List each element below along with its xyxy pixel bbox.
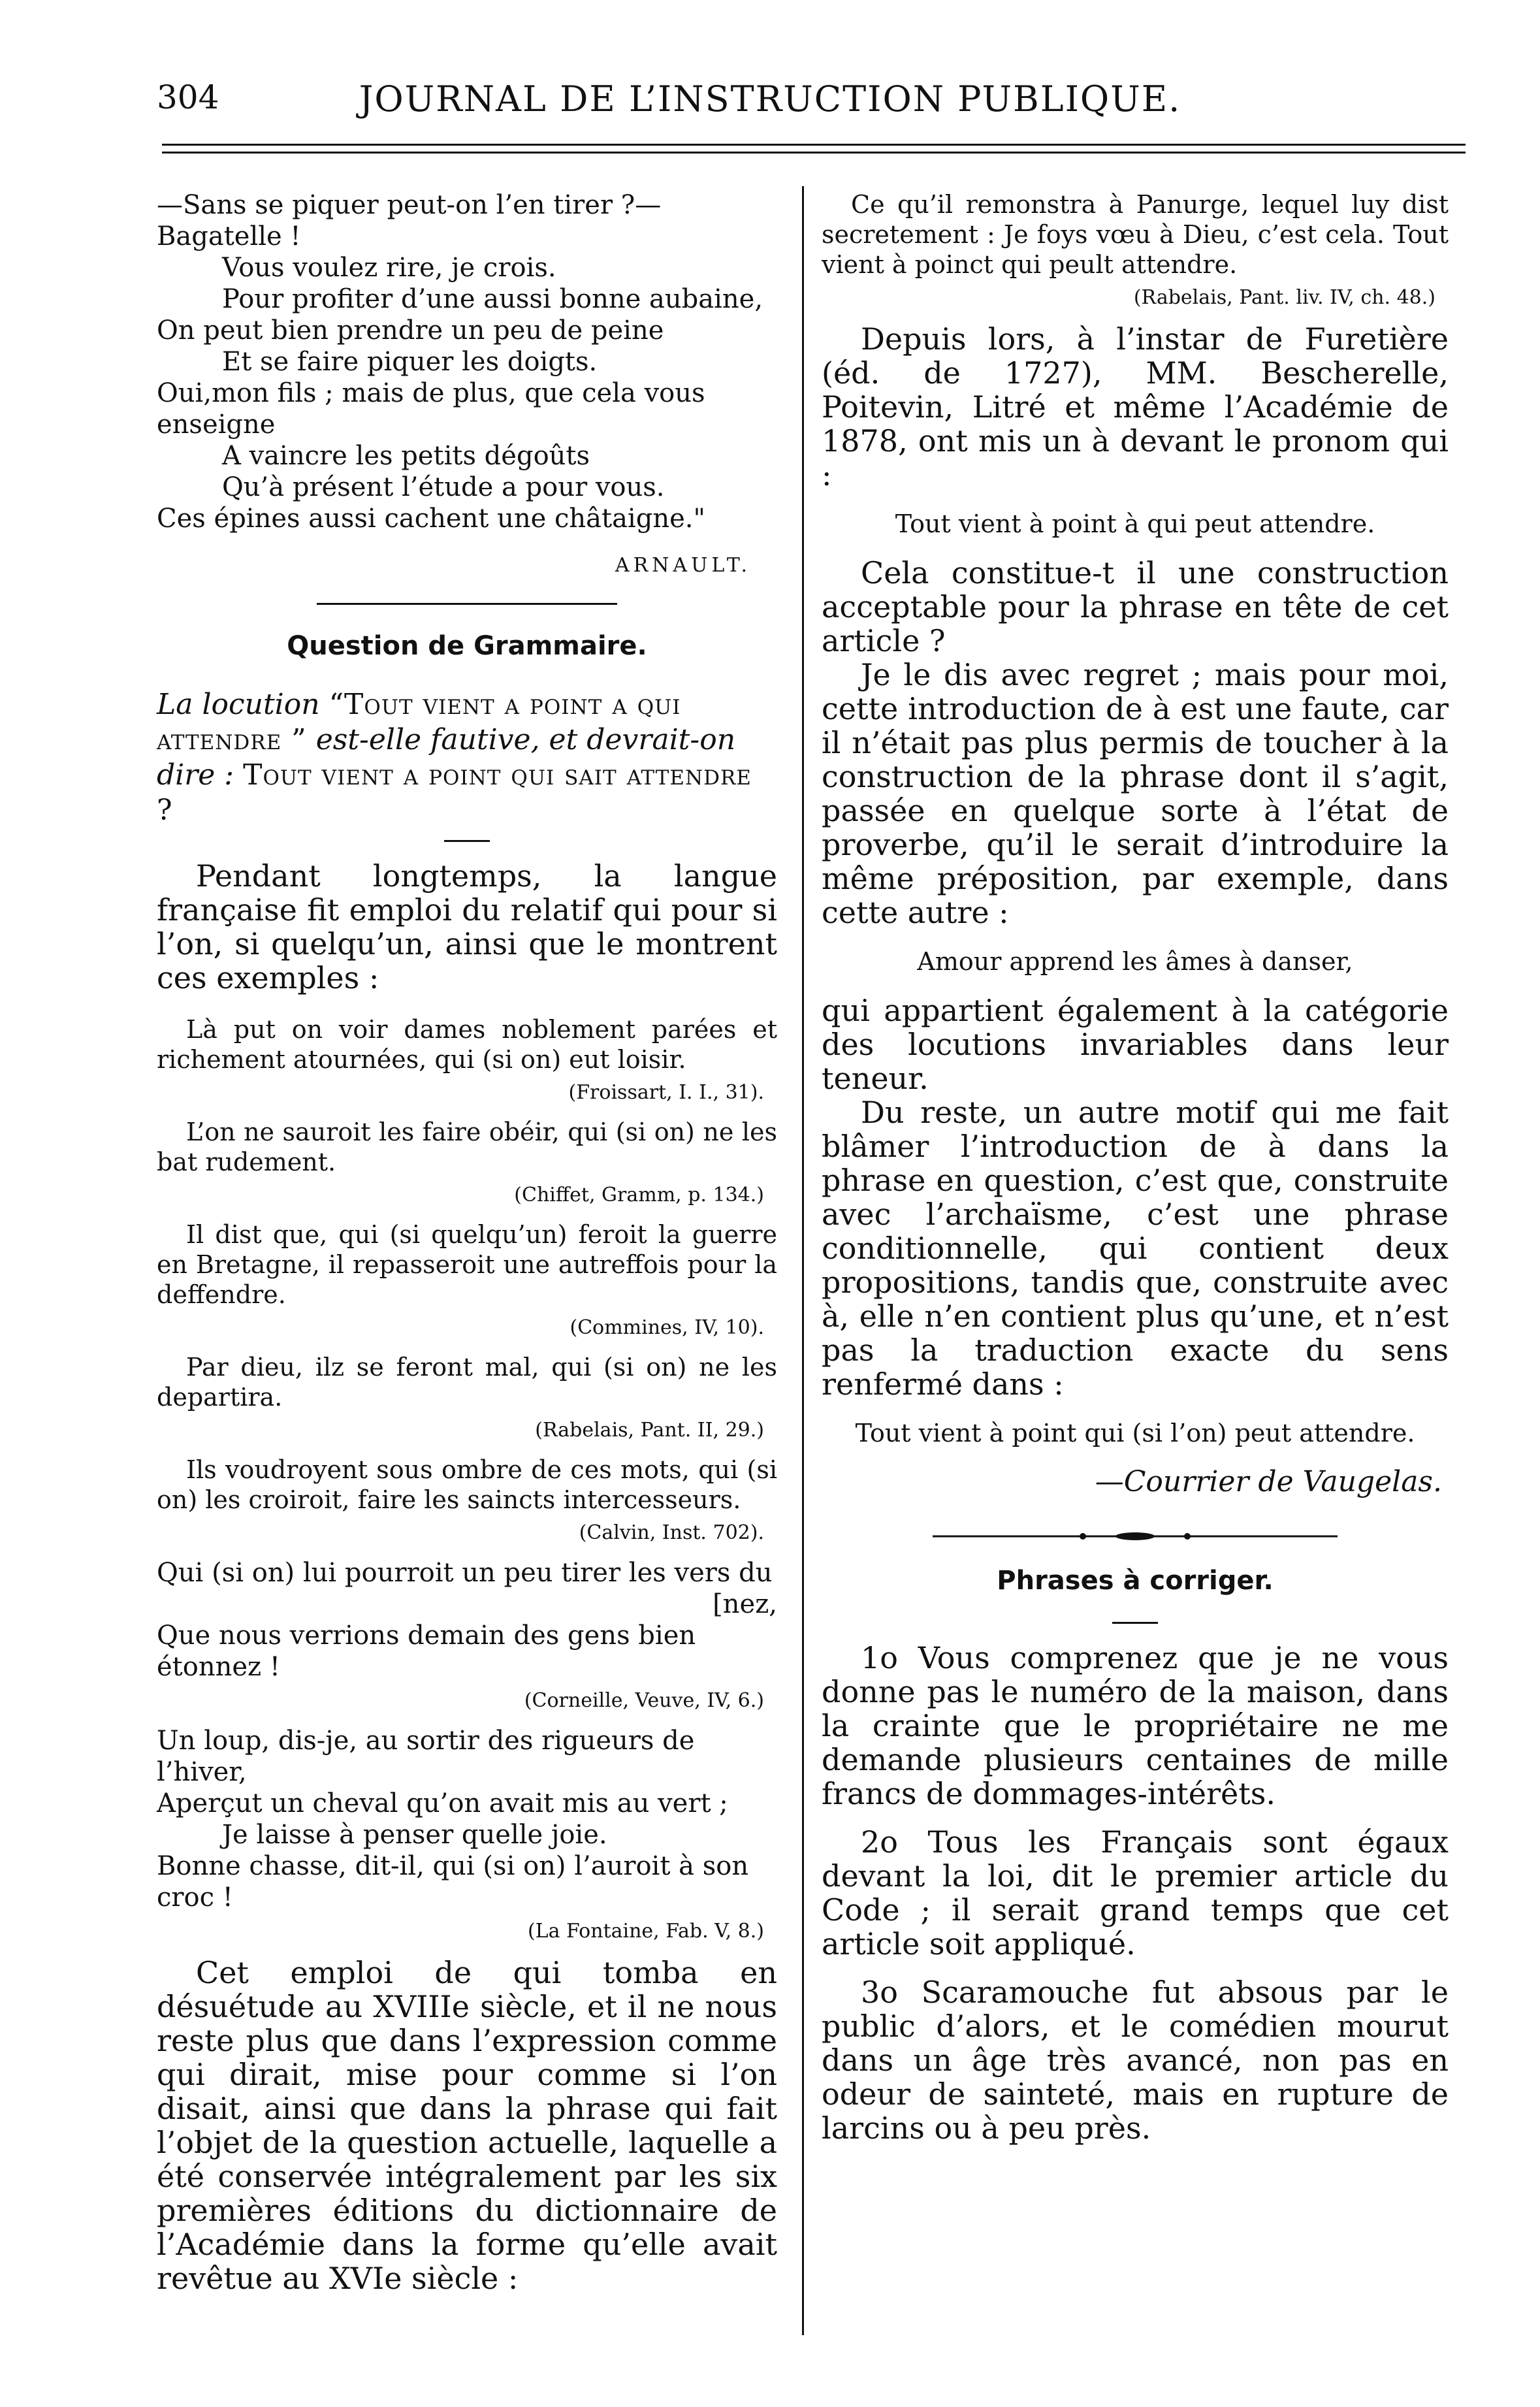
ornament-rule: [317, 603, 617, 605]
verse-line: Je laisse à penser quelle joie.: [222, 1820, 607, 1850]
page-number: 304: [157, 78, 219, 116]
section-ornament: [933, 1525, 1338, 1546]
grammar-question: [157, 687, 777, 828]
left-column: [157, 189, 777, 2295]
body-paragraph: Je le dis avec regret ; mais pour moi, cette introduction de à est une faute, car il n’était pas plus permis de toucher à la construction de la phrase dont il s’agit, passée en quelque sorte à l’état de proverbe, qu’il le serait d’introduire la même préposition, par exemple, dans cette autre :: [822, 657, 1449, 930]
quote-reference: (Calvin, Inst. 702).: [579, 1521, 764, 1544]
question-part: La locution: [157, 688, 320, 721]
question-part: est-elle fautive, et devrait-on dire :: [157, 723, 736, 792]
quote-reference: (Corneille, Veuve, IV, 6.): [524, 1689, 764, 1712]
body-paragraph: Cela constitue-t il une construction acceptable pour la phrase en tête de cet article ?: [822, 555, 1449, 658]
example-quote: Là put on voir dames noblement parées et richement atournées, qui (si on) eut loisir.: [157, 1015, 777, 1074]
quote-reference: (Rabelais, Pant. II, 29.): [535, 1419, 764, 1442]
ornament-line-icon: [933, 1531, 1338, 1542]
poem-line: A vaincre les petits dégoûts: [222, 441, 590, 471]
verse-line: [nez,: [713, 1589, 777, 1619]
poem-signature: ARNAULT.: [615, 554, 751, 577]
body-paragraph: qui appartient également à la catégorie des locutions invariables dans leur teneur.: [822, 993, 1449, 1096]
quote-reference: (Rabelais, Pant. liv. IV, ch. 48.): [1133, 286, 1436, 309]
body-paragraph: Depuis lors, à l’instar de Furetière (éd. de 1727), MM. Bescherelle, Poitevin, Litré et même l’Académie de 1878, ont mis un à devant le pronom qui :: [822, 321, 1449, 493]
header-rule-bottom: [162, 152, 1466, 153]
section-ornament: [157, 603, 777, 605]
author-signature: —Courrier de Vaugelas.: [1095, 1465, 1442, 1498]
verse-line: Un loup, dis-je, au sortir des rigueurs de l’hiver,: [157, 1726, 695, 1787]
poem-line: Qu’à présent l’étude a pour vous.: [222, 472, 665, 502]
fable-poem: [157, 189, 777, 534]
example-quote: Par dieu, ilz se feront mal, qui (si on) ne les departira.: [157, 1353, 777, 1412]
poem-line: Vous voulez rire, je crois.: [222, 253, 556, 283]
verse-line: Aperçut un cheval qu’on avait mis au vert ;: [157, 1788, 728, 1818]
example-sentence: Amour apprend les âmes à danser,: [917, 947, 1353, 976]
verse-line: Que nous verrions demain des gens bien étonnez !: [157, 1621, 696, 1682]
verse-line: Bonne chasse, dit-il, qui (si on) l’auroit à son croc !: [157, 1851, 749, 1913]
right-column: [822, 189, 1449, 2159]
quote-reference: (Froissart, I. I., 31).: [568, 1081, 764, 1104]
poem-line: Ces épines aussi cachent une châtaigne.": [157, 504, 705, 534]
example-sentence: Tout vient à point qui (si l’on) peut attendre.: [855, 1419, 1415, 1447]
example-sentence: Tout vient à point à qui peut attendre.: [895, 509, 1375, 538]
poem-line: Et se faire piquer les doigts.: [222, 347, 598, 377]
quote-reference: (La Fontaine, Fab. V, 8.): [527, 1920, 764, 1943]
question-phrase: Tout vient a point qui sait attendre ?: [157, 758, 752, 827]
poem-line: —Sans se piquer peut-on l’en tirer ?—Bagatelle !: [157, 190, 662, 251]
short-rule: [1112, 1622, 1158, 1624]
verse-line: Qui (si on) lui pourroit un peu tirer les vers du: [157, 1558, 773, 1588]
short-rule: [444, 840, 490, 842]
header-rule-top: [162, 144, 1466, 146]
section-heading-grammaire: Question de Grammaire.: [287, 631, 647, 661]
corneille-verse: [157, 1557, 777, 1683]
question-phrase: “Tout vient a point a qui attendre ”: [157, 688, 681, 756]
rabelais-quote: Ce qu’il remonstra à Panurge, lequel luy dist secretement : Je foys vœu à Dieu, c’est cela. Tout vient à poinct qui peult attendre.: [822, 190, 1449, 279]
numbered-item: 1o Vous comprenez que je ne vous donne pas le numéro de la maison, dans la crainte que le propriétaire ne me demande plusieurs centaines de mille francs de dommages-intérêts.: [822, 1640, 1449, 1811]
closing-paragraph: Cet emploi de qui tomba en désuétude au XVIIIe siècle, et il ne nous reste plus que dans l’expression comme qui dirait, mise pour comme si l’on disait, ainsi que dans la phrase qui fait l’objet de la question actuelle, laquelle a été conservée intégralement par les six premières éditions du dictionnaire de l’Académie dans la forme qu’elle avait revêtue au XVIe siècle :: [157, 1955, 777, 2296]
poem-line: Pour profiter d’une aussi bonne aubaine,: [222, 284, 763, 314]
example-quote: Ils voudroyent sous ombre de ces mots, qui (si on) les croiroit, faire les saincts intercesseurs.: [157, 1455, 777, 1514]
quote-reference: (Commines, IV, 10).: [569, 1316, 764, 1339]
poem-line: On peut bien prendre un peu de peine: [157, 315, 664, 346]
section-heading-phrases: Phrases à corriger.: [997, 1566, 1274, 1596]
example-quote: L’on ne sauroit les faire obéir, qui (si on) ne les bat rudement.: [157, 1118, 777, 1176]
intro-paragraph: Pendant longtemps, la langue française fit emploi du relatif qui pour si l’on, si quelqu’un, ainsi que le montrent ces exemples :: [157, 858, 777, 995]
journal-title: JOURNAL DE L’INSTRUCTION PUBLIQUE.: [359, 78, 1181, 120]
running-head: [0, 78, 1540, 131]
numbered-item: 2o Tous les Français sont égaux devant la loi, dit le premier article du Code ; il serait grand temps que cet article soit appliqué.: [822, 1824, 1449, 1962]
example-quote: Il dist que, qui (si quelqu’un) feroit la guerre en Bretagne, il repasseroit une autreffois pour la deffendre.: [157, 1220, 777, 1309]
quote-reference: (Chiffet, Gramm, p. 134.): [514, 1184, 764, 1206]
lafontaine-verse: [157, 1725, 777, 1913]
column-separator: [802, 186, 804, 2335]
body-paragraph: Du reste, un autre motif qui me fait blâmer l’introduction de à dans la phrase en question, c’est que, construite avec l’archaïsme, c’est une phrase conditionnelle, qui contient deux propositions, tandis que, construite avec à, elle n’en contient plus qu’une, et n’est pas la traduction exacte du sens renfermé dans :: [822, 1095, 1449, 1402]
numbered-item: 3o Scaramouche fut absous par le public d’alors, et le comédien mourut dans un âge très avancé, non pas en odeur de sainteté, mais en rupture de larcins ou à peu près.: [822, 1975, 1449, 2146]
poem-line: Oui,mon fils ; mais de plus, que cela vous enseigne: [157, 378, 705, 440]
